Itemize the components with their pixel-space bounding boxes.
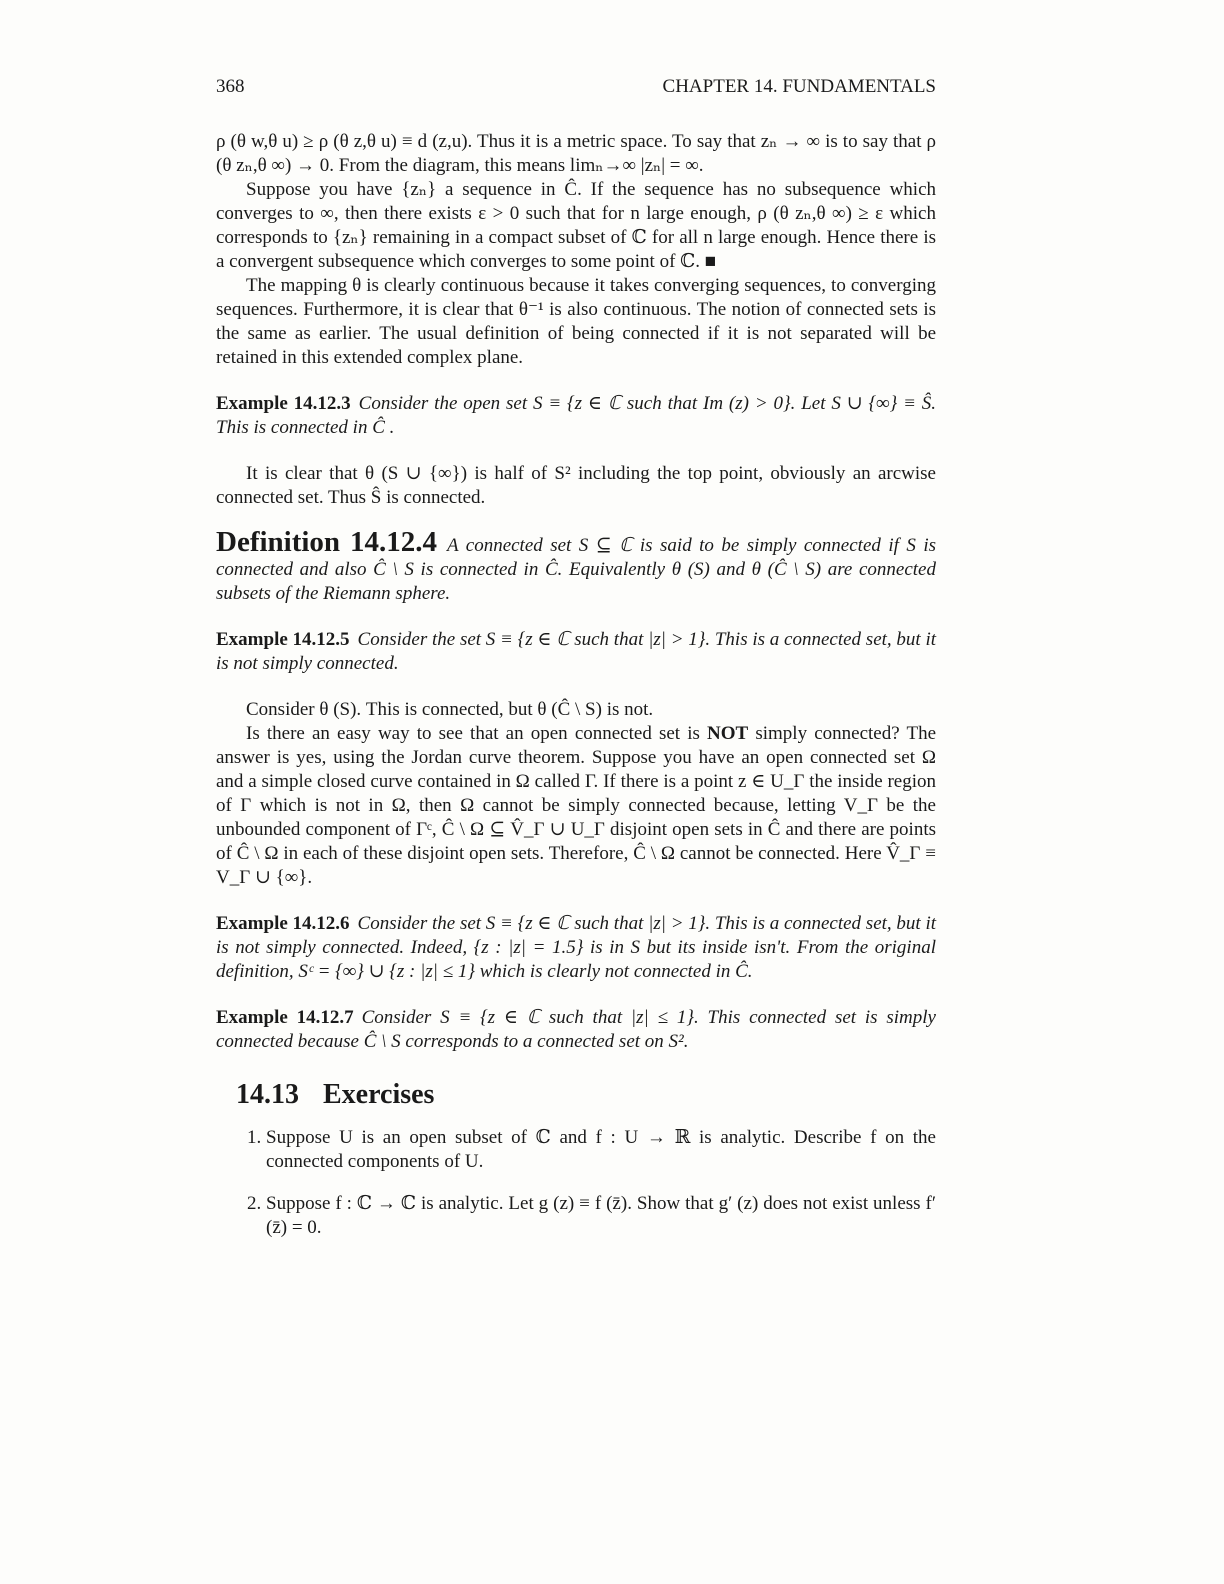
- paragraph-consider-theta: Consider θ (S). This is connected, but θ (Ĉ \ S) is not.: [246, 699, 654, 720]
- jordan-text-before: Is there an easy way to see that an open connected set is: [246, 723, 708, 744]
- definition-text: A connected set S ⊆ ℂ is said to be simply connected if S is connected and also Ĉ \ S is connected in Ĉ. Equivalently θ (S) and θ (Ĉ \ S) are connected subsets of the Riemann sphere.: [216, 535, 936, 604]
- paragraph-half-sphere: It is clear that θ (S ∪ {∞}) is half of S² including the top point, obviously an arcwise connected set. Thus Ŝ is connected.: [216, 463, 936, 508]
- page-body: [216, 130, 936, 1258]
- definition-label: Definition 14.12.4: [216, 526, 438, 558]
- definition-14-12-4: [216, 526, 936, 606]
- paragraph-metric-space: ρ (θ w,θ u) ≥ ρ (θ z,θ u) ≡ d (z,u). Thus it is a metric space. To say that zₙ → ∞ is to say that ρ (θ zₙ,θ ∞) → 0. From the diagram, this means limₙ→∞ |zₙ| = ∞.: [216, 131, 936, 176]
- emphasis-not: NOT: [707, 723, 749, 744]
- section-title: Exercises: [323, 1079, 435, 1110]
- exercise-item: 1. Suppose U is an open subset of ℂ and f : U → ℝ is analytic. Describe f on the connected components of U.: [266, 1126, 936, 1174]
- exercise-list: [216, 1126, 936, 1240]
- section-heading: [236, 1078, 936, 1112]
- paragraph-jordan-curve: [216, 722, 936, 890]
- example-14-12-3: [216, 392, 936, 440]
- example-text: Consider the open set S ≡ {z ∈ ℂ such that Im (z) > 0}. Let S ∪ {∞} ≡ Ŝ. This is connected in Ĉ .: [216, 393, 936, 438]
- page-header: [216, 76, 936, 104]
- example-text: Consider the set S ≡ {z ∈ ℂ such that |z| > 1}. This is a connected set, but it is not simply connected. Indeed, {z : |z| = 1.5} is in S but its inside isn't. From the original definition, Sᶜ = {∞} ∪ {z : |z| ≤ 1} which is clearly not connected in Ĉ.: [216, 913, 937, 982]
- example-14-12-5: [216, 628, 936, 676]
- example-label: Example 14.12.7: [216, 1007, 354, 1028]
- paragraph-continuity: The mapping θ is clearly continuous because it takes converging sequences, to converging sequences. Furthermore, it is clear that θ⁻¹ is also continuous. The notion of connected sets is the same as earlier. The usual definition of being connected if it is not separated will be retained in this extended complex plane.: [216, 275, 936, 368]
- example-label: Example 14.12.6: [216, 913, 350, 934]
- example-label: Example 14.12.3: [216, 393, 351, 414]
- example-text: Consider the set S ≡ {z ∈ ℂ such that |z| > 1}. This is a connected set, but it is not simply connected.: [216, 629, 937, 674]
- jordan-text-after: simply connected? The answer is yes, using the Jordan curve theorem. Suppose you have an open connected set Ω and a simple closed curve contained in Ω called Γ. If there is a point z ∈ U_Γ the inside region of Γ which is not in Ω, then Ω cannot be simply connected because, letting V_Γ be the unbounded component of Γᶜ, Ĉ \ Ω ⊆ V̂_Γ ∪ U_Γ disjoint open sets in Ĉ and there are points of Ĉ \ Ω in each of these disjoint open sets. Therefore, Ĉ \ Ω cannot be connected. Here V̂_Γ ≡ V_Γ ∪ {∞}.: [216, 723, 937, 888]
- section-number: 14.13: [236, 1079, 299, 1110]
- example-label: Example 14.12.5: [216, 629, 350, 650]
- running-head: CHAPTER 14. FUNDAMENTALS: [662, 76, 936, 97]
- exercise-item: 2. Suppose f : ℂ → ℂ is analytic. Let g (z) ≡ f (z̄). Show that g′ (z) does not exist unless f′ (z̄) = 0.: [266, 1192, 936, 1240]
- page-number: 368: [216, 76, 245, 97]
- example-text: Consider S ≡ {z ∈ ℂ such that |z| ≤ 1}. This connected set is simply connected because Ĉ \ S corresponds to a connected set on S².: [216, 1007, 936, 1052]
- example-14-12-7: [216, 1006, 936, 1054]
- paragraph-compactness: Suppose you have {zₙ} a sequence in Ĉ. If the sequence has no subsequence which converges to ∞, then there exists ε > 0 such that for n large enough, ρ (θ zₙ,θ ∞) ≥ ε which corresponds to {zₙ} remaining in a compact subset of ℂ for all n large enough. Hence there is a convergent subsequence which converges to some point of ℂ. ■: [216, 179, 936, 272]
- example-14-12-6: [216, 912, 936, 984]
